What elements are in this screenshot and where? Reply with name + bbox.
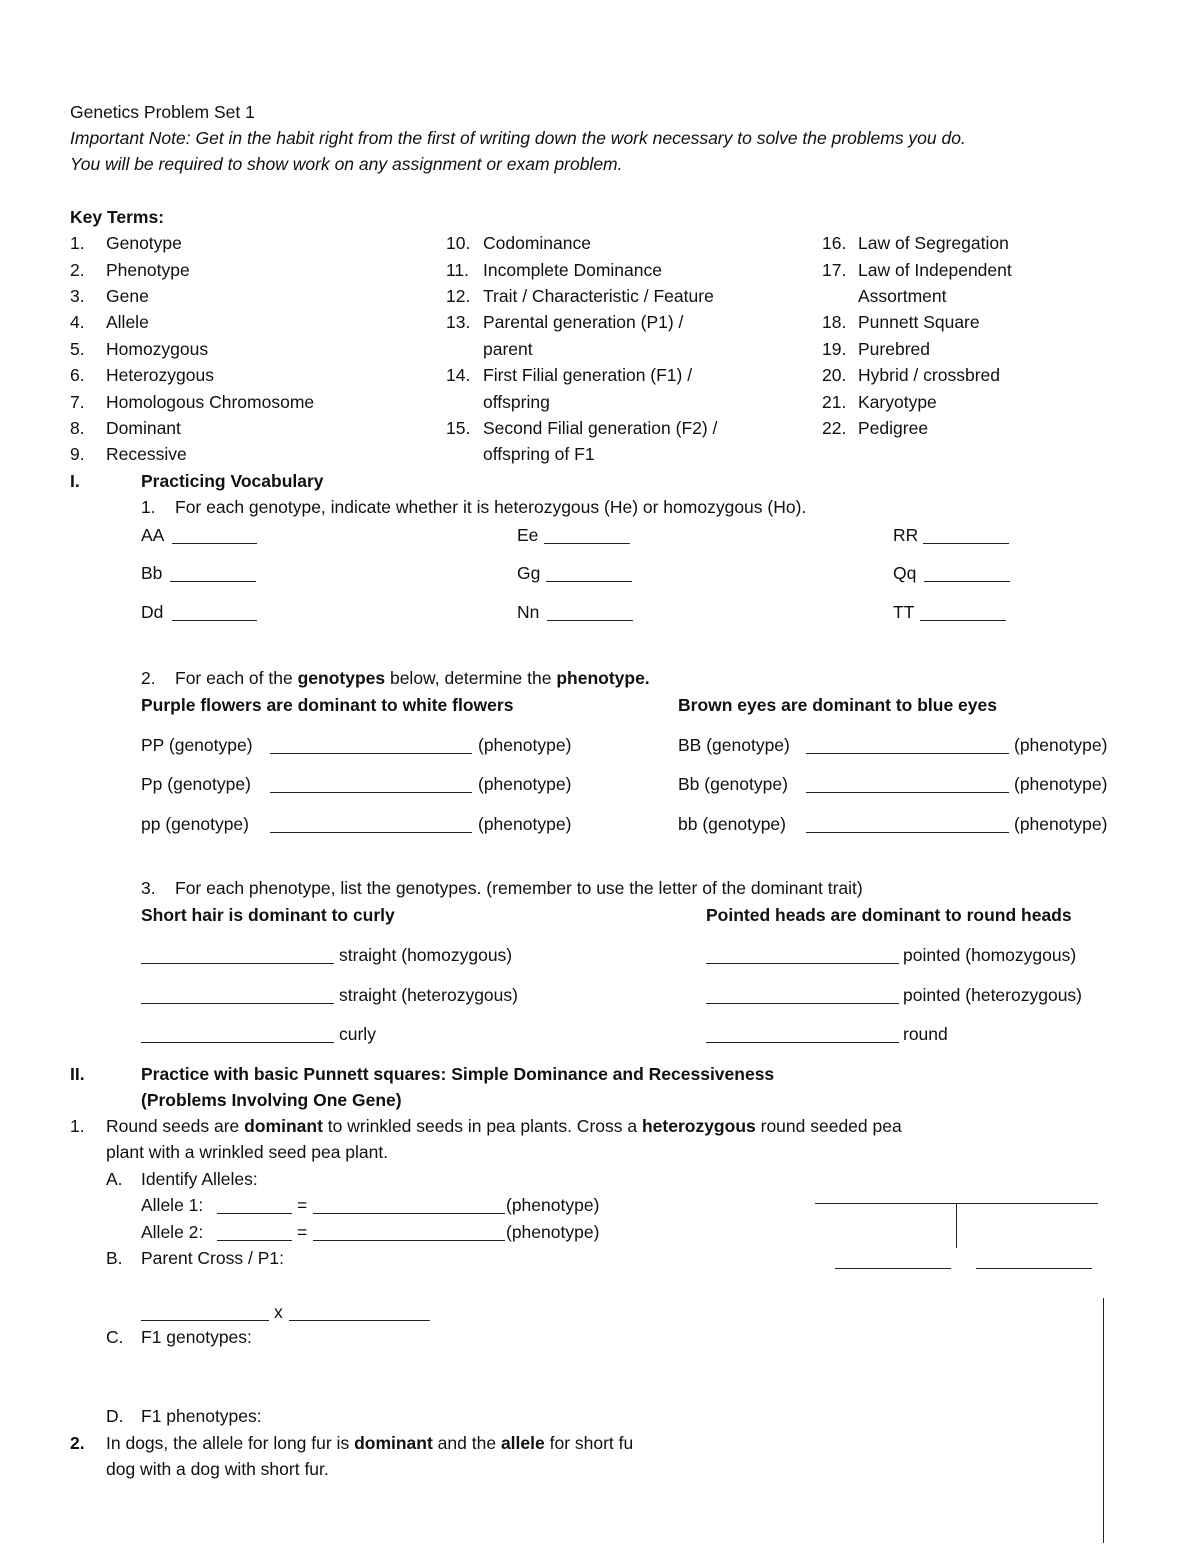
step-letter: B.	[106, 1248, 123, 1268]
step-letter: C.	[106, 1327, 124, 1347]
term-text: Allele	[106, 312, 149, 332]
term-text: Phenotype	[106, 260, 190, 280]
term-text: Punnett Square	[858, 312, 980, 332]
allele-1-label: Allele 1:	[141, 1195, 204, 1215]
term-text: Dominant	[106, 418, 181, 438]
section-2-subtitle: (Problems Involving One Gene)	[141, 1090, 402, 1110]
equals-sign: =	[297, 1195, 308, 1215]
term-text: Hybrid / crossbred	[858, 365, 1000, 385]
term-number: 8.	[70, 418, 85, 438]
term-number: 16.	[822, 233, 847, 253]
phenotype-label: pointed (homozygous)	[903, 945, 1077, 965]
answer-blank[interactable]	[141, 963, 334, 964]
answer-blank[interactable]	[706, 1003, 899, 1004]
trait-heading-purple-flowers: Purple flowers are dominant to white flowers	[141, 695, 514, 715]
genotype-label: Qq	[893, 563, 917, 583]
genotype-label: TT	[893, 602, 915, 622]
term-number: 17.	[822, 260, 847, 280]
trait-heading-brown-eyes: Brown eyes are dominant to blue eyes	[678, 695, 997, 715]
phenotype-suffix: (phenotype)	[478, 774, 572, 794]
punnett-side-line	[1103, 1298, 1104, 1543]
term-number: 20.	[822, 365, 847, 385]
genotype-label: PP (genotype)	[141, 735, 253, 755]
term-number: 9.	[70, 444, 85, 464]
phenotype-suffix: (phenotype)	[1014, 774, 1108, 794]
problem-1-statement: Round seeds are dominant to wrinkled seeds in pea plants. Cross a heterozygous round seeded pea	[106, 1116, 902, 1136]
answer-blank[interactable]	[141, 1042, 334, 1043]
phenotype-label: curly	[339, 1024, 376, 1044]
key-terms-heading: Key Terms:	[70, 207, 165, 227]
answer-blank[interactable]	[270, 832, 472, 833]
term-text-continued: offspring of F1	[483, 444, 595, 464]
phenotype-label: straight (heterozygous)	[339, 985, 518, 1005]
question-number: 1.	[141, 497, 156, 517]
step-f1-phenotypes: F1 phenotypes:	[141, 1406, 262, 1426]
genotype-label: RR	[893, 525, 919, 545]
term-number: 15.	[446, 418, 471, 438]
term-text-continued: offspring	[483, 392, 550, 412]
term-text: Karyotype	[858, 392, 937, 412]
genotype-label: Ee	[517, 525, 539, 545]
term-number: 11.	[446, 260, 470, 280]
term-number: 22.	[822, 418, 847, 438]
answer-blank[interactable]	[924, 581, 1010, 582]
term-number: 18.	[822, 312, 847, 332]
trait-heading-short-hair: Short hair is dominant to curly	[141, 905, 395, 925]
section-2-number: II.	[70, 1064, 85, 1084]
question-number: 3.	[141, 878, 156, 898]
answer-blank[interactable]	[923, 543, 1009, 544]
term-number: 19.	[822, 339, 847, 359]
genotype-label: Pp (genotype)	[141, 774, 251, 794]
punnett-center-divider	[956, 1203, 957, 1248]
problem-2-statement: In dogs, the allele for long fur is dominant and the allele for short fu	[106, 1433, 634, 1453]
important-note-line1: Important Note: Get in the habit right from the first of writing down the work necessary to solve the problems you do.	[70, 128, 966, 148]
trait-heading-pointed-heads: Pointed heads are dominant to round heads	[706, 905, 1072, 925]
term-text: First Filial generation (F1) /	[483, 365, 693, 385]
problem-number: 2.	[70, 1433, 85, 1453]
term-text: Second Filial generation (F2) /	[483, 418, 718, 438]
answer-blank[interactable]	[706, 963, 899, 964]
parent-1-genotype-blank[interactable]	[141, 1320, 269, 1321]
phenotype-suffix: (phenotype)	[1014, 814, 1108, 834]
phenotype-suffix: (phenotype)	[1014, 735, 1108, 755]
step-parent-cross: Parent Cross / P1:	[141, 1248, 284, 1268]
answer-blank[interactable]	[546, 581, 632, 582]
genotype-label: AA	[141, 525, 165, 545]
genotype-label: Nn	[517, 602, 540, 622]
phenotype-suffix: (phenotype)	[478, 814, 572, 834]
allele-2-symbol-blank[interactable]	[217, 1240, 292, 1241]
genotype-label: pp (genotype)	[141, 814, 249, 834]
term-text: Parental generation (P1) /	[483, 312, 684, 332]
term-text: Law of Independent	[858, 260, 1012, 280]
term-number: 7.	[70, 392, 85, 412]
term-number: 14.	[446, 365, 471, 385]
allele-1-symbol-blank[interactable]	[217, 1213, 292, 1214]
section-2-title: Practice with basic Punnett squares: Simple Dominance and Recessiveness	[141, 1064, 775, 1084]
term-number: 12.	[446, 286, 471, 306]
punnett-allele-blank[interactable]	[835, 1268, 951, 1269]
term-number: 10.	[446, 233, 471, 253]
section-1-number: I.	[70, 471, 80, 491]
term-text: Codominance	[483, 233, 591, 253]
genotype-label: bb (genotype)	[678, 814, 786, 834]
phenotype-label: round	[903, 1024, 948, 1044]
term-text: Homozygous	[106, 339, 209, 359]
term-number: 6.	[70, 365, 85, 385]
term-number: 1.	[70, 233, 85, 253]
phenotype-suffix: (phenotype)	[506, 1195, 600, 1215]
section-1-title: Practicing Vocabulary	[141, 471, 324, 491]
problem-number: 1.	[70, 1116, 85, 1136]
phenotype-label: straight (homozygous)	[339, 945, 513, 965]
answer-blank[interactable]	[170, 581, 256, 582]
genotype-label: Bb (genotype)	[678, 774, 788, 794]
cross-symbol: x	[274, 1302, 283, 1322]
punnett-allele-blank[interactable]	[976, 1268, 1092, 1269]
genotype-label: Gg	[517, 563, 541, 583]
term-text-continued: Assortment	[858, 286, 947, 306]
term-text: Pedigree	[858, 418, 929, 438]
term-number: 3.	[70, 286, 85, 306]
problem-1-statement-continued: plant with a wrinkled seed pea plant.	[106, 1142, 389, 1162]
answer-blank[interactable]	[172, 620, 257, 621]
term-text: Purebred	[858, 339, 930, 359]
genotype-label: BB (genotype)	[678, 735, 790, 755]
term-text: Heterozygous	[106, 365, 214, 385]
answer-blank[interactable]	[172, 543, 257, 544]
answer-blank[interactable]	[920, 620, 1006, 621]
answer-blank[interactable]	[141, 1003, 334, 1004]
step-letter: A.	[106, 1169, 123, 1189]
answer-blank[interactable]	[544, 543, 630, 544]
question-3-prompt: For each phenotype, list the genotypes. (remember to use the letter of the dominant trait)	[175, 878, 863, 898]
term-text: Incomplete Dominance	[483, 260, 662, 280]
question-1-prompt: For each genotype, indicate whether it is heterozygous (He) or homozygous (Ho).	[175, 497, 807, 517]
term-text: Trait / Characteristic / Feature	[483, 286, 714, 306]
term-number: 2.	[70, 260, 85, 280]
genotype-label: Dd	[141, 602, 164, 622]
term-number: 5.	[70, 339, 85, 359]
genotype-label: Bb	[141, 563, 163, 583]
term-number: 21.	[822, 392, 847, 412]
answer-blank[interactable]	[270, 753, 472, 754]
answer-blank[interactable]	[547, 620, 633, 621]
step-letter: D.	[106, 1406, 124, 1426]
term-text: Law of Segregation	[858, 233, 1009, 253]
document-title: Genetics Problem Set 1	[70, 102, 255, 122]
step-identify-alleles: Identify Alleles:	[141, 1169, 258, 1189]
important-note-line2: You will be required to show work on any assignment or exam problem.	[70, 154, 623, 174]
question-number: 2.	[141, 668, 156, 688]
term-text: Genotype	[106, 233, 182, 253]
term-number: 13.	[446, 312, 471, 332]
term-text-continued: parent	[483, 339, 533, 359]
answer-blank[interactable]	[270, 792, 472, 793]
answer-blank[interactable]	[806, 792, 1009, 793]
question-2-prompt: For each of the genotypes below, determine the phenotype.	[175, 668, 650, 688]
parent-2-genotype-blank[interactable]	[289, 1320, 430, 1321]
term-number: 4.	[70, 312, 85, 332]
term-text: Gene	[106, 286, 149, 306]
allele-2-phenotype-blank[interactable]	[313, 1240, 505, 1241]
phenotype-suffix: (phenotype)	[506, 1222, 600, 1242]
phenotype-suffix: (phenotype)	[478, 735, 572, 755]
allele-2-label: Allele 2:	[141, 1222, 204, 1242]
answer-blank[interactable]	[806, 753, 1009, 754]
term-text: Homologous Chromosome	[106, 392, 315, 412]
term-text: Recessive	[106, 444, 187, 464]
allele-1-phenotype-blank[interactable]	[313, 1213, 505, 1214]
phenotype-label: pointed (heterozygous)	[903, 985, 1082, 1005]
answer-blank[interactable]	[706, 1042, 899, 1043]
answer-blank[interactable]	[806, 832, 1009, 833]
step-f1-genotypes: F1 genotypes:	[141, 1327, 252, 1347]
equals-sign: =	[297, 1222, 308, 1242]
problem-2-statement-continued: dog with a dog with short fur.	[106, 1459, 329, 1479]
